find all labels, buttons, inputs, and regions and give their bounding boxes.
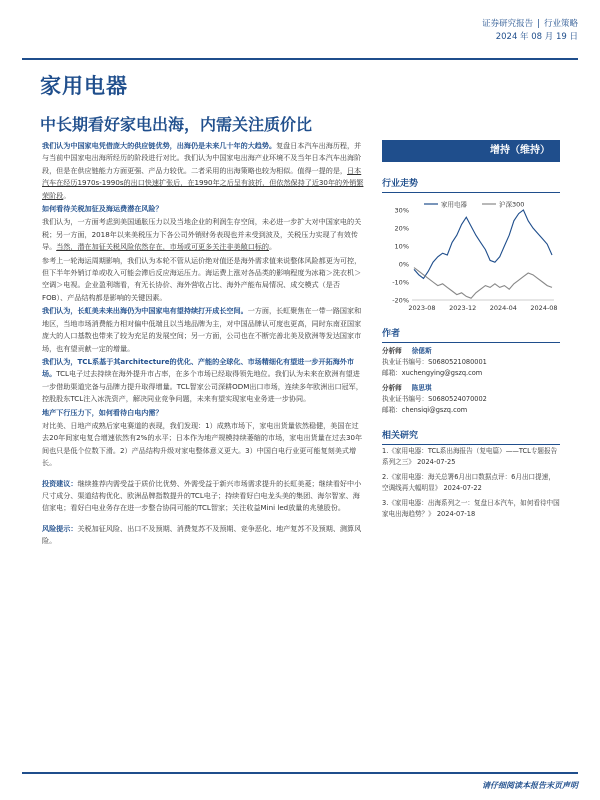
paragraph-3: 参考上一轮海运周期影响，我们认为本轮不管从运价绝对值还是海外需求值来说整体风险都更为可控，但下半年外销订单或收入可能会滞后反应海运压力。海运费上涨对各品类的影响程度为冰箱＞洗衣机＞空调＞电视。企业盈利端看，有无长协价、海外营收占比、海外产能布局情况、成交模式（是否FOB）、产品结构都是影响的关键因素。 [42, 255, 362, 302]
x-tick-label: 2024-08 [530, 304, 558, 312]
related-item-3[interactable]: 3.《家用电器：出海系列之一：复盘日本汽车，如何看待中国家电出海趋势？》 2024-07-18 [382, 499, 560, 518]
related-item-1[interactable]: 1.《家用电器：TCL系出海报告（复电篇）——TCL专题报告系列之三》 2024-07-25 [382, 447, 558, 466]
question-domestic: 地产下行压力下，如何看待白电内需？ [42, 407, 163, 417]
legend-label: 家用电器 [441, 200, 467, 209]
report-body [42, 140, 365, 549]
x-tick-label: 2023-08 [408, 304, 436, 312]
author-1: 分析师 徐偲斯 执业证书编号：S0680521080001 邮箱：xuchengying@gszq.com [382, 347, 487, 377]
paragraph-1: 我们认为中国家电凭借庞大的供应链优势，出海仍是未来几十年的大趋势。复盘日本汽车出海历程，并与当前中国家电出海所经历的阶段进行对比。我们认为中国家电出海产业环境不及当年日本汽车出海阶段，但是在供应链能力方面更强、产品力较优。二者采用的出海策略也较为相似。值得一提的是，日本汽车在经历1970s-1990s的出口快速扩张后，在1990年之后呈有波折，但依然保持了近30年的外销繁荣阶段。 [42, 141, 364, 200]
section-trend: 行业走势 [382, 176, 560, 193]
y-tick-label: 30% [394, 206, 409, 215]
report-category: 行业策略 [543, 19, 578, 29]
x-tick-label: 2023-12 [449, 304, 477, 312]
series-line [414, 210, 552, 278]
y-tick-label: 10% [394, 242, 409, 251]
section-authors: 作者 [382, 326, 560, 343]
report-header: 证券研究报告 | 行业策略 2024 年 08 月 19 日 [482, 19, 578, 42]
author-2-email[interactable]: chensiqi@gszq.com [401, 406, 468, 414]
paragraph-6: 对比美、日地产成熟后家电赛道的表现，我们发现：1）成熟市场下，家电出货量依然稳健，美国在过去20年间家电复合增速依然有2%的水平；日本作为地产规模持续萎缩的市场，家电出货量在过去30年间也只是低个位数下滑。2）产品结构升级对家电整体意义更大。3）中国白电行业更可能复刻美式增长。 [42, 420, 363, 468]
report-date: 2024 年 08 月 19 日 [495, 32, 578, 42]
related-list [382, 446, 560, 520]
paragraph-4: 我们认为，长虹美未来出海仍为中国家电有望持续打开成长空间。一方面，长虹聚焦在一带一路国家和地区，当地市场消费能力相对偏中低端且以当地品牌为主，对中国品牌认可度也更高，同时东南亚国家庞大的人口基数也带来了较为充足的发展空间；另一方面，公司也在不断完善北美及欧洲等发达国家市场，也有望贡献一定的增量。 [42, 306, 362, 353]
author-list [382, 346, 560, 416]
footer-divider [22, 772, 578, 774]
footer-disclaimer: 请仔细阅读本报告末页声明 [482, 781, 578, 790]
related-item-2[interactable]: 2.《家用电器：海关总署6月出口数据点评：6月出口提速，空调线再大幅明显》 2024-07-22 [382, 473, 555, 492]
x-tick-label: 2024-04 [489, 304, 517, 312]
y-tick-label: -10% [392, 278, 409, 287]
author-1-email[interactable]: xuchengying@gszq.com [401, 369, 483, 377]
y-tick-label: -20% [392, 296, 409, 305]
section-related: 相关研究 [382, 428, 560, 445]
trend-chart [382, 196, 560, 318]
paragraph-2: 我们认为，一方面考虑到美国通胀压力以及当地企业的利润生存空间，未必进一步扩大对中国家电的关税；另一方面，2018年以来美税压力下各公司外销财务表现也并未受到波及，关税压力实现了有效传导。当然，潜在加征关税风险依然存在，市场或可更多关注非美敞口标的。 [42, 217, 362, 252]
author-2: 分析师 陈思琪 执业证书编号：S0680524070002 邮箱：chensiqi@gszq.com [382, 384, 487, 414]
risk-warning: 风险提示：关税加征风险、出口不及预期、消费复苏不及预期、竞争恶化、地产复苏不及预期、测算风险。 [42, 523, 362, 546]
page-title: 中长期看好家电出海，内需关注质价比 [40, 115, 313, 134]
sector-title: 家用电器 [40, 74, 128, 98]
y-tick-label: 20% [394, 224, 409, 233]
report-type: 证券研究报告 [482, 19, 534, 29]
question-tariff: 如何看待关税加征及海运费潜在风险？ [42, 204, 163, 214]
header-divider [22, 58, 578, 60]
y-tick-label: 0% [398, 260, 409, 269]
legend-label: 沪深300 [499, 200, 525, 209]
investment-advice: 投资建议：继续推荐内需受益于质价比优势、外需受益于新兴市场需求提升的长虹美菱；继续看好中小尺寸成分、渠道结构优化、欧洲品牌指数提升的TCL电子；持续看好白电龙头美的集团、海尔智家、海信家电；看好白电业务存在进一步整合协同可能的TCL智家；关注收益Mini led放量的兆驰股份。 [42, 478, 362, 513]
series-line [414, 268, 552, 299]
rating-badge: 增持（维持） [382, 140, 560, 162]
paragraph-5: 我们认为，TCL系基于其architecture的优化、产能的全球化、市场精细化有望进一步开拓海外市场。TCL电子过去持续在海外提升市占率，在多个市场已经取得领先地位。我们认为未来在欧洲有望进一步借助渠道完备与品牌力提升取得增量。TCL智家公司深耕ODM出口市场，连续多年欧洲出口冠军，控股股东TCL注入冰洗资产，解决同业竞争问题，未来有望实现家电业务进一步协同。 [42, 356, 363, 404]
